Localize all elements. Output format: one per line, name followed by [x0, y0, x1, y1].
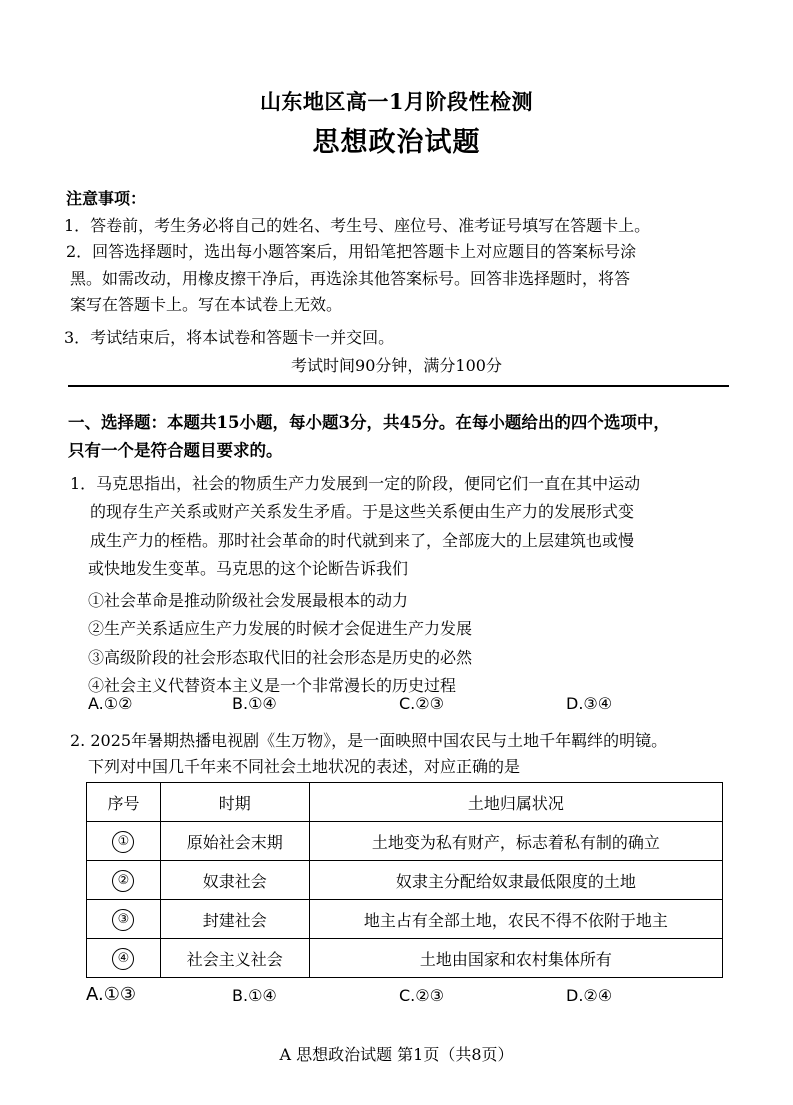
notice-item-2-line-2: 黑。如需改动，用橡皮擦干净后，再选涂其他答案标号。回答非选择题时，将答 [70, 269, 631, 288]
q1-statement-2: ②生产关系适应生产力发展的时候才会促进生产力发展 [88, 619, 473, 638]
q1-option-c[interactable]: C.②③ [399, 694, 444, 713]
q1-option-a[interactable]: A.①② [88, 694, 133, 713]
notice-item-3: 3．考试结束后，将本试卷和答题卡一并交回。 [64, 328, 395, 347]
q1-statement-1: ①社会革命是推动阶级社会发展最根本的动力 [88, 591, 409, 610]
table-cell-status: 土地由国家和农村集体所有 [309, 939, 722, 978]
q1-stem-line-3: 成生产力的桎梏。那时社会革命的时代就到来了，全部庞大的上层建筑也或慢 [90, 531, 635, 550]
table-cell-number: ② [87, 861, 161, 900]
q1-stem-line-2: 的现存生产关系或财产关系发生矛盾。于是这些关系便由生产力的发展形式变 [90, 502, 635, 521]
q2-stem-line-2: 下列对中国几千年来不同社会土地状况的表述，对应正确的是 [88, 757, 521, 776]
table-cell-number: ① [87, 822, 161, 861]
table-row [87, 900, 723, 939]
table-cell-number: ④ [87, 939, 161, 978]
q1-option-d[interactable]: D.③④ [566, 694, 613, 713]
q1-stem-line-4: 或快地发生变革。马克思的这个论断告诉我们 [88, 559, 409, 578]
table-cell-status: 奴隶主分配给奴隶最低限度的土地 [309, 861, 722, 900]
q1-stem-line-1: 1．马克思指出，社会的物质生产力发展到一定的阶段，便同它们一直在其中运动 [70, 474, 641, 493]
notice-item-2-line-3: 案写在答题卡上。写在本试卷上无效。 [70, 295, 343, 314]
table-row [87, 861, 723, 900]
table-cell-status: 土地变为私有财产，标志着私有制的确立 [309, 822, 722, 861]
q1-statement-4: ④社会主义代替资本主义是一个非常漫长的历史过程 [88, 676, 457, 695]
divider-line [68, 385, 729, 387]
table-cell-number: ③ [87, 900, 161, 939]
page-footer: A 思想政治试题 第1页（共8页） [279, 1045, 514, 1064]
notice-item-2-line-1: 2．回答选择题时，选出每小题答案后，用铅笔把答题卡上对应题目的答案标号涂 [66, 242, 637, 261]
table-row [87, 822, 723, 861]
exam-title: 山东地区高一1月阶段性检测 [259, 89, 534, 114]
q2-option-d[interactable]: D.②④ [566, 986, 613, 1005]
table-cell-status: 地主占有全部土地，农民不得不依附于地主 [309, 900, 722, 939]
subject-title: 思想政治试题 [312, 127, 481, 158]
q1-option-b[interactable]: B.①④ [232, 694, 277, 713]
q2-option-a[interactable]: A.①③ [86, 984, 136, 1005]
section-heading-line-1: 一、选择题：本题共15小题，每小题3分，共45分。在每小题给出的四个选项中， [68, 413, 670, 432]
table-row [87, 939, 723, 978]
table-header-period: 时期 [160, 783, 309, 822]
q2-option-c[interactable]: C.②③ [399, 986, 444, 1005]
table-cell-period: 原始社会末期 [160, 822, 309, 861]
exam-time-info: 考试时间90分钟，满分100分 [291, 356, 502, 375]
section-heading-line-2: 只有一个是符合题目要求的。 [68, 441, 283, 460]
table-header-status: 土地归属状况 [309, 783, 722, 822]
table-header-row [87, 783, 723, 822]
table-cell-period: 社会主义社会 [160, 939, 309, 978]
q2-option-b[interactable]: B.①④ [232, 986, 277, 1005]
q1-statement-3: ③高级阶段的社会形态取代旧的社会形态是历史的必然 [88, 648, 473, 667]
land-ownership-table [86, 782, 723, 978]
table-cell-period: 封建社会 [160, 900, 309, 939]
notice-item-1: 1．答卷前，考生务必将自己的姓名、考生号、座位号、准考证号填写在答题卡上。 [64, 216, 651, 235]
notice-heading: 注意事项： [66, 189, 147, 208]
table-cell-period: 奴隶社会 [160, 861, 309, 900]
q2-stem-line-1: 2. 2025年暑期热播电视剧《生万物》，是一面映照中国农民与土地千年羁绊的明镜。 [70, 731, 668, 750]
table-header-number: 序号 [87, 783, 161, 822]
